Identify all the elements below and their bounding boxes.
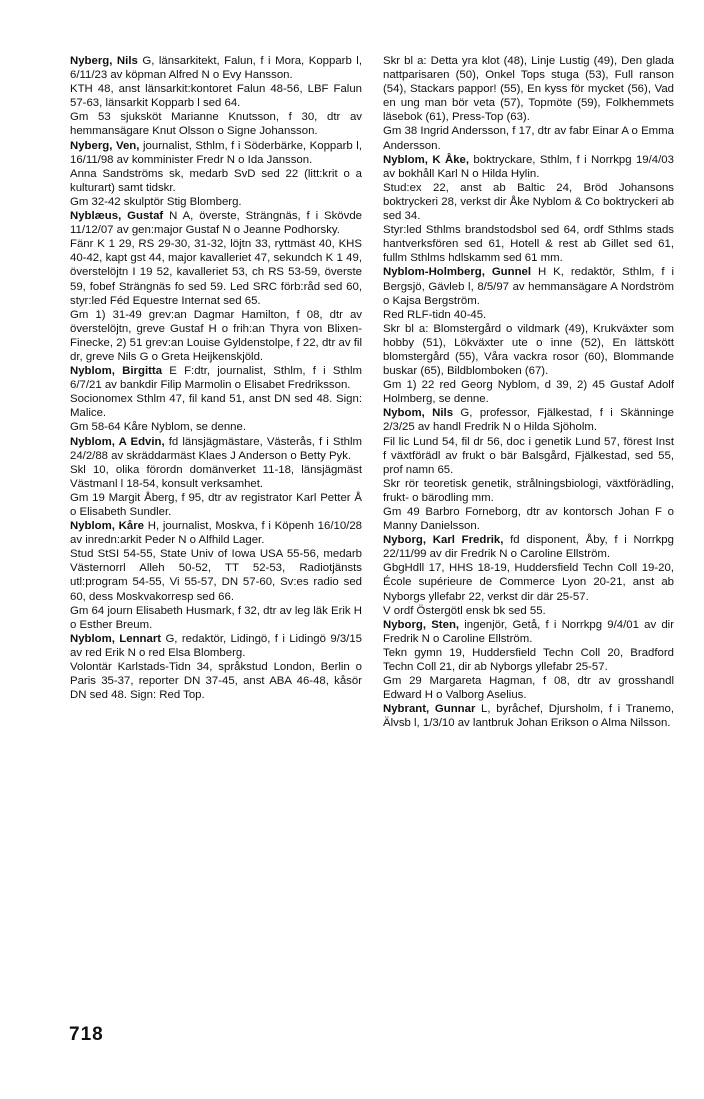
left-column xyxy=(70,54,362,702)
entry-text: Stud StSI 54-55, State Univ of Iowa USA 55-56, medarb Västernorrl Alleh 50-52, TT 52-53, Radiotjänsts utl:program 54-55, Vi 55-57, DN 57-60, Sv:es radio sed 60, dess Moskvakorresp sed 66. xyxy=(70,548,362,603)
entry-text: Stud:ex 22, anst ab Baltic 24, Bröd Johansons boktryckeri 28, verkst dir Åke Nyblom & Co boktryckeri ab sed 34. xyxy=(383,181,674,223)
biography-entry xyxy=(383,702,674,730)
entry-text: Skr rör teoretisk genetik, strålningsbiologi, växtförädling, frukt- o bärodling mm. xyxy=(383,477,674,504)
right-column xyxy=(383,54,674,731)
entry-paragraph xyxy=(383,124,674,152)
entry-paragraph xyxy=(383,322,674,378)
entry-text: G, länsarkitekt, Falun, f i Mora, Kopparb l, 6/11/23 av köpman Alfred N o Evy Hansson. xyxy=(70,55,362,82)
entry-text: V ordf Östergötl ensk bk sed 55. xyxy=(383,604,546,617)
entry-text: Fil lic Lund 54, fil dr 56, doc i genetik Lund 57, förest Inst f växtförädl av frukt o bär Balsgård, Fjälkestad, sed 55, prof namn 65. xyxy=(383,435,674,476)
entry-text: Gm 53 sjuksköt Marianne Knutsson, f 30, dtr av hemmansägare Knut Olsson o Signe Johansson. xyxy=(70,111,362,138)
entry-text: Gm 32-42 skulptör Stig Blomberg. xyxy=(70,195,242,208)
entry-name: Nyblom, Lennart xyxy=(70,632,162,645)
entry-paragraph xyxy=(70,463,362,491)
entry-text: Fänr K 1 29, RS 29-30, 31-32, löjtn 33, ryttmäst 40, KHS 40-42, kapt gst 44, major kavalleriet 47, sekundch K 1 49, överstelöjtn I 19 52, kavalleriet 53, ch RS 53-59, överste 59, fobef Strängnäs fo sed 59. Led SRC förb:råd sed 60, styr:led Féd Equestre Internat sed 65. xyxy=(70,238,362,307)
entry-name: Nyborg, Sten, xyxy=(383,618,460,631)
entry-name: Nybom, Nils xyxy=(383,407,454,420)
entry-text: journalist, Sthlm, f i Söderbärke, Kopparb l, 16/11/98 av komminister Fredr N o Ida Jansson. xyxy=(70,139,362,166)
entry-name: Nyblæus, Gustaf xyxy=(70,210,164,223)
entry-text: GbgHdll 17, HHS 18-19, Huddersfield Techn Coll 19-20, École supérieure de Commerce Lyon 20-21, anst ab Nyborgs yllefabr 22, verkst dir där 25-57. xyxy=(383,562,674,603)
entry-paragraph xyxy=(70,392,362,420)
entry-paragraph xyxy=(70,660,362,702)
entry-text: H K, redaktör, Sthlm, f i Bergsjö, Gävleb l, 8/5/97 av hemmansägare A Nordström o Kajsa Bergström. xyxy=(383,266,674,307)
biography-entry xyxy=(70,54,362,82)
entry-name: Nyblom-Holmberg, Gunnel xyxy=(383,266,532,279)
entry-name: Nyblom, A Edvin, xyxy=(70,435,165,448)
entry-text: Skr bl a: Detta yra klot (48), Linje Lustig (49), Den glada nattparisaren (50), Onkel Tops stuga (53), Full ranson (54), Stackars pappor! (55), En kyss för mycket (56), Vad en ung man bör veta (57), Topmöte (59), Folkhemmets läsebok (61), Press-Top (63). xyxy=(383,55,674,124)
biography-entry xyxy=(70,139,362,167)
page-number: 718 xyxy=(69,1024,104,1045)
biography-entry xyxy=(70,435,362,463)
entry-text: Gm 64 journ Elisabeth Husmark, f 32, dtr av leg läk Erik H o Esther Breum. xyxy=(70,604,362,631)
entry-text: G, professor, Fjälkestad, f i Skänninge 2/3/25 av handl Fredrik N o Hilda Sjöholm. xyxy=(383,407,674,434)
entry-paragraph xyxy=(70,237,362,307)
entry-paragraph xyxy=(383,505,674,533)
entry-text: Gm 1) 31-49 grev:an Dagmar Hamilton, f 08, dtr av överstelöjtn, greve Gustaf H o frih:an Thyra von Blixen-Finecke, 2) 51 grev:an Louise Gyldenstolpe, f 22, dtr av fil dr, greve Nils G o Greta Heijkenskjöld. xyxy=(70,308,362,363)
entry-paragraph xyxy=(383,54,674,124)
entry-text: Gm 38 Ingrid Andersson, f 17, dtr av fabr Einar A o Emma Andersson. xyxy=(383,125,674,152)
entry-text: N A, överste, Strängnäs, f i Skövde 11/12/07 av gen:major Gustaf N o Jeanne Podhorsky. xyxy=(70,210,362,237)
entry-paragraph xyxy=(383,223,674,265)
entry-paragraph xyxy=(70,547,362,603)
entry-paragraph xyxy=(70,604,362,632)
entry-name: Nyblom, Birgitta xyxy=(70,365,163,378)
entry-text: G, redaktör, Lidingö, f i Lidingö 9/3/15 av red Erik N o red Elsa Blomberg. xyxy=(70,632,362,659)
entry-paragraph xyxy=(383,477,674,505)
entry-text: H, journalist, Moskva, f i Köpenh 16/10/28 av inredn:arkit Peder N o Alfhild Lager. xyxy=(70,520,362,547)
entry-paragraph xyxy=(70,110,362,138)
entry-paragraph xyxy=(383,378,674,406)
entry-paragraph xyxy=(70,491,362,519)
entry-text: fd länsjägmästare, Västerås, f i Sthlm 24/2/88 av skräddarmäst Klaes J Anderson o Betty Pyk. xyxy=(70,435,363,462)
entry-paragraph xyxy=(383,181,674,223)
entry-text: Gm 19 Margit Åberg, f 95, dtr av registrator Karl Petter Å o Elisabeth Sundler. xyxy=(70,491,362,518)
entry-text: Anna Sandströms sk, medarb SvD sed 22 (litt:krit o a kulturart) samt tidskr. xyxy=(70,167,362,194)
entry-text: Skl 10, olika förordn domänverket 11-18, länsjägmäst Västmanl l 18-54, konsult verksamhet. xyxy=(70,463,362,490)
entry-paragraph xyxy=(70,195,362,209)
entry-text: Tekn gymn 19, Huddersfield Techn Coll 20, Bradford Techn Coll 21, dir ab Nyborgs yllefabr 25-57. xyxy=(383,646,674,674)
entry-paragraph xyxy=(383,674,674,702)
entry-paragraph xyxy=(70,308,362,364)
entry-paragraph xyxy=(383,435,674,477)
entry-text: L, byråchef, Djursholm, f i Tranemo, Älvsb l, 1/3/10 av lantbruk Johan Erikson o Alma Nilsson. xyxy=(383,703,674,730)
entry-paragraph xyxy=(383,308,674,322)
entry-text: Red RLF-tidn 40-45. xyxy=(383,308,487,321)
entry-name: Nyblom, Kåre xyxy=(70,520,144,533)
entry-name: Nyborg, Karl Fredrik, xyxy=(383,534,504,547)
entry-text: Styr:led Sthlms brandstodsbol sed 64, ordf Sthlms stads hantverksfören sed 61, Hotell & rest ab Gillet sed 61, fullm Sthlms hdlskamm sed 61 mm. xyxy=(383,224,674,265)
entry-name: Nyberg, Nils xyxy=(70,55,138,67)
entry-name: Nyberg, Ven, xyxy=(70,139,140,152)
entry-paragraph xyxy=(70,420,362,434)
entry-text: Gm 29 Margareta Hagman, f 08, dtr av grosshandl Edward H o Valborg Aselius. xyxy=(383,675,674,702)
biography-entry xyxy=(70,519,362,547)
entry-paragraph xyxy=(383,561,674,603)
biography-entry xyxy=(383,153,674,181)
biography-entry xyxy=(383,265,674,307)
entry-paragraph xyxy=(70,82,362,110)
biography-entry xyxy=(383,533,674,561)
biography-entry xyxy=(70,209,362,237)
entry-text: Socionomex Sthlm 47, fil kand 51, anst DN sed 48. Sign: Malice. xyxy=(70,393,362,420)
biography-entry xyxy=(70,364,362,392)
entry-paragraph xyxy=(383,646,674,674)
entry-text: Skr bl a: Blomstergård o vildmark (49), Krukväxter som hobby (51), Lökväxter ute o inne (52), En lättskött blomstergård (55), Våra vackra rosor (60), Blommande buskar (65), Bildblomboken (67). xyxy=(383,322,674,378)
biography-entry xyxy=(70,632,362,660)
entry-text: Gm 58-64 Kåre Nyblom, se denne. xyxy=(70,421,247,434)
entry-paragraph xyxy=(383,604,674,618)
entry-text: E F:dtr, journalist, Sthlm, f i Sthlm 6/7/21 av bankdir Filip Marmolin o Elisabet Fredriksson. xyxy=(70,365,362,392)
biography-entry xyxy=(383,406,674,434)
entry-text: Gm 1) 22 red Georg Nyblom, d 39, 2) 45 Gustaf Adolf Holmberg, se denne. xyxy=(383,379,674,406)
entry-text: Gm 49 Barbro Forneborg, dtr av kontorsch Johan F o Manny Danielsson. xyxy=(383,506,674,533)
entry-name: Nyblom, K Åke, xyxy=(383,153,470,166)
entry-paragraph xyxy=(70,167,362,195)
entry-text: ingenjör, Getå, f i Norrkpg 9/4/01 av dir Fredrik N o Caroline Ellström. xyxy=(383,618,674,645)
entry-text: Volontär Karlstads-Tidn 34, språkstud London, Berlin o Paris 35-37, reporter DN 37-45, anst ABA 46-48, kåsör DN sed 48. Sign: Red Top. xyxy=(70,661,362,702)
entry-name: Nybrant, Gunnar xyxy=(383,703,476,716)
entry-text: boktryckare, Sthlm, f i Norrkpg 19/4/03 av bokhåll Karl N o Hilda Hylin. xyxy=(383,153,674,180)
biography-entry xyxy=(383,618,674,646)
entry-text: KTH 48, anst länsarkit:kontoret Falun 48-56, LBF Falun 57-63, länsarkit Kopparb l sed 64. xyxy=(70,83,362,110)
entry-text: fd disponent, Åby, f i Norrkpg 22/11/99 av dir Fredrik N o Caroline Ellström. xyxy=(383,534,674,561)
